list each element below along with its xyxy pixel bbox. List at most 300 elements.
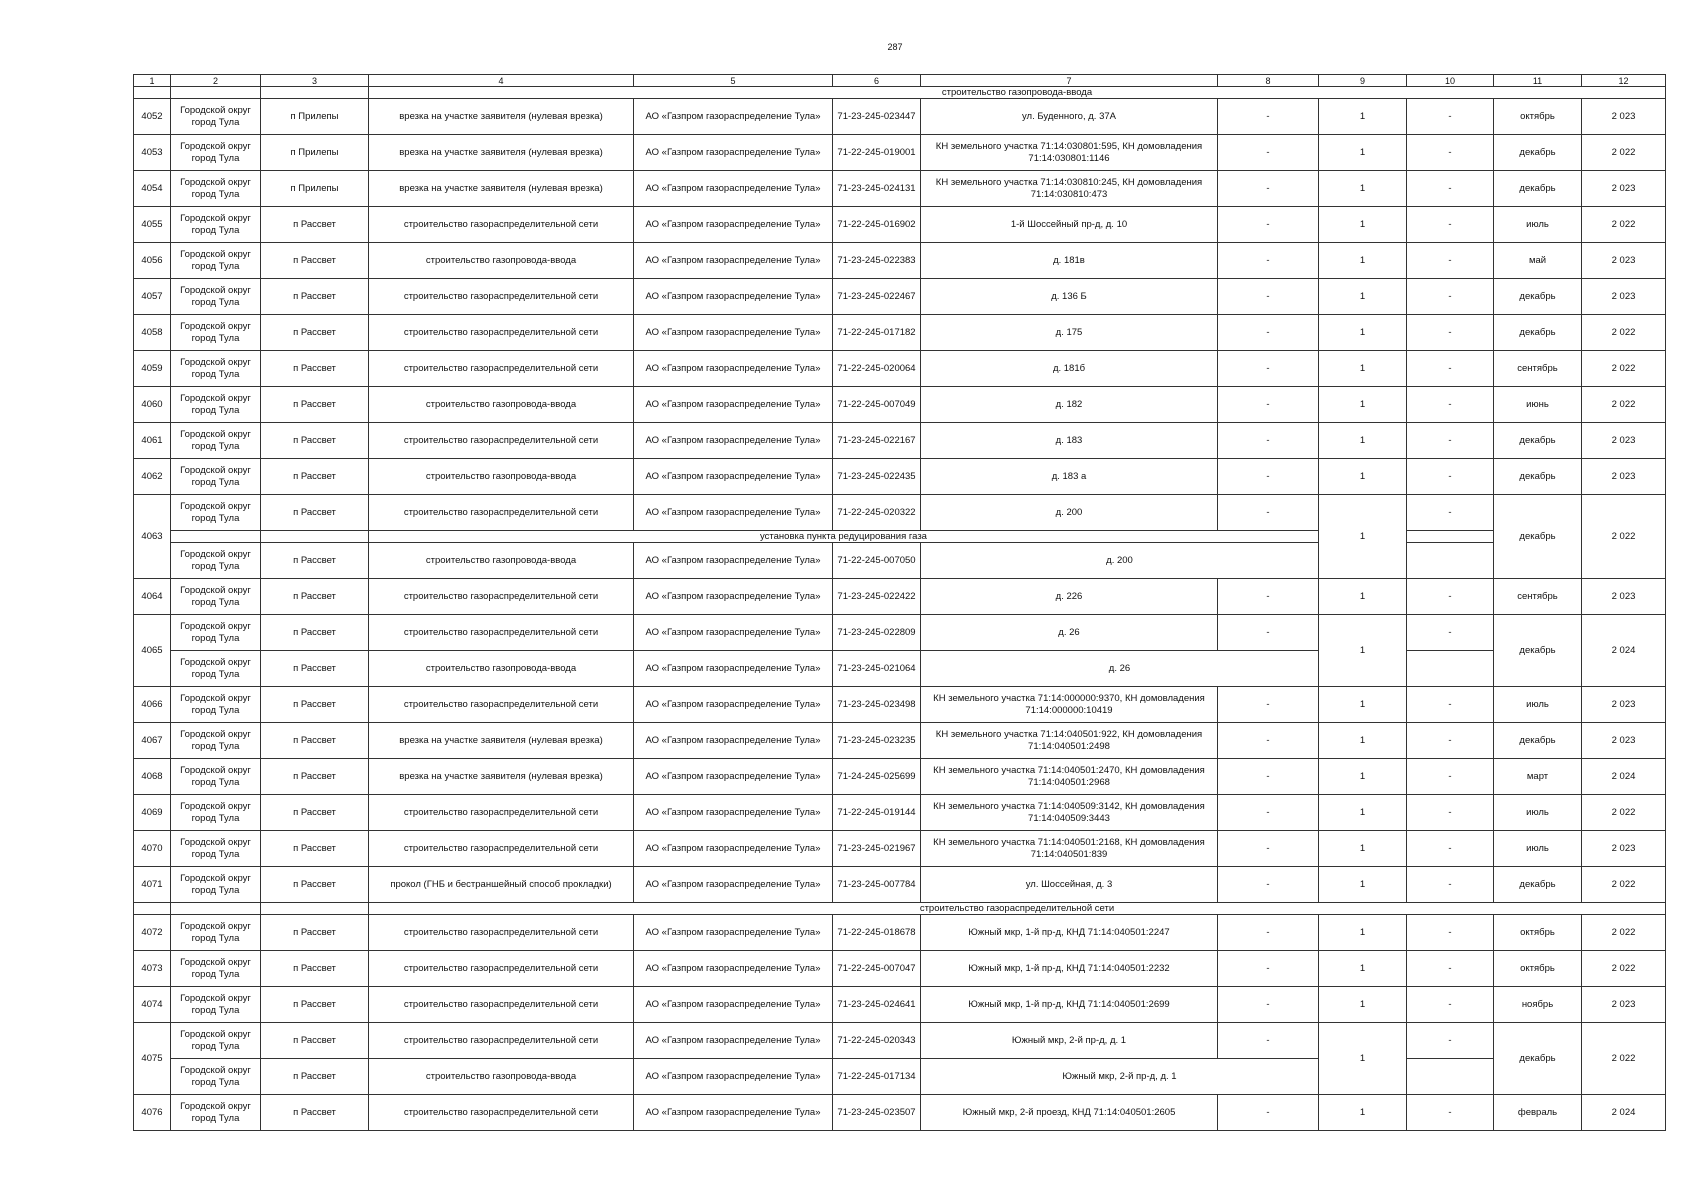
section-title: строительство газопровода-ввода <box>369 87 1666 99</box>
work-type-cell: строительство газораспределительной сети <box>369 831 634 867</box>
locality-cell: п Рассвет <box>261 1095 369 1131</box>
column-10-cell: - <box>1407 207 1494 243</box>
address-cell: д. 183 а <box>921 459 1218 495</box>
organization-cell: АО «Газпром газораспределение Тула» <box>634 1023 833 1059</box>
organization-cell: АО «Газпром газораспределение Тула» <box>634 543 833 579</box>
district-cell: Городской округ город Тула <box>171 99 261 135</box>
work-type-cell: строительство газопровода-ввода <box>369 387 634 423</box>
register-body <box>134 75 1666 1131</box>
locality-cell: п Рассвет <box>261 1059 369 1095</box>
district-cell: Городской округ город Тула <box>171 387 261 423</box>
row-number: 4063 <box>134 495 171 579</box>
application-number-cell: 71-23-245-023235 <box>833 723 921 759</box>
year-cell: 2 022 <box>1582 207 1666 243</box>
table-row <box>134 987 1666 1023</box>
row-number: 4070 <box>134 831 171 867</box>
row-number: 4073 <box>134 951 171 987</box>
table-row <box>134 387 1666 423</box>
application-number-cell: 71-23-245-024641 <box>833 987 921 1023</box>
column-9-cell: 1 <box>1319 495 1407 579</box>
locality-cell: п Рассвет <box>261 459 369 495</box>
column-9-cell: 1 <box>1319 723 1407 759</box>
application-number-cell: 71-23-245-021064 <box>833 651 921 687</box>
year-cell: 2 022 <box>1582 135 1666 171</box>
header-cell: 6 <box>833 75 921 87</box>
application-number-cell: 71-23-245-023498 <box>833 687 921 723</box>
organization-cell: АО «Газпром газораспределение Тула» <box>634 915 833 951</box>
header-cell: 11 <box>1494 75 1582 87</box>
table-row <box>134 915 1666 951</box>
column-10-cell: - <box>1407 387 1494 423</box>
work-type-cell: строительство газопровода-ввода <box>369 543 634 579</box>
organization-cell: АО «Газпром газораспределение Тула» <box>634 759 833 795</box>
locality-cell: п Рассвет <box>261 951 369 987</box>
column-9-cell: 1 <box>1319 915 1407 951</box>
organization-cell: АО «Газпром газораспределение Тула» <box>634 867 833 903</box>
table-row <box>134 99 1666 135</box>
address-cell: д. 181в <box>921 243 1218 279</box>
work-type-cell: строительство газораспределительной сети <box>369 795 634 831</box>
row-number: 4075 <box>134 1023 171 1095</box>
column-8-cell: - <box>1218 99 1319 135</box>
work-type-cell: строительство газораспределительной сети <box>369 423 634 459</box>
column-10-cell: - <box>1407 351 1494 387</box>
application-number-cell: 71-23-245-022422 <box>833 579 921 615</box>
column-10-cell: - <box>1407 495 1494 531</box>
locality-cell: п Рассвет <box>261 795 369 831</box>
header-cell: 4 <box>369 75 634 87</box>
table-row <box>134 207 1666 243</box>
column-9-cell: 1 <box>1319 759 1407 795</box>
column-10-cell: - <box>1407 987 1494 1023</box>
year-cell: 2 023 <box>1582 687 1666 723</box>
row-number: 4059 <box>134 351 171 387</box>
column-9-cell: 1 <box>1319 351 1407 387</box>
row-number: 4074 <box>134 987 171 1023</box>
column-number-header <box>134 75 1666 87</box>
address-cell: КН земельного участка 71:14:040501:2168, КН домовладения 71:14:040501:839 <box>921 831 1218 867</box>
address-cell: д. 200 <box>921 495 1218 531</box>
organization-cell: АО «Газпром газораспределение Тула» <box>634 579 833 615</box>
column-8-cell: - <box>1218 459 1319 495</box>
year-cell: 2 023 <box>1582 279 1666 315</box>
locality-cell: п Рассвет <box>261 495 369 531</box>
empty-cell <box>134 87 171 99</box>
register-table <box>133 74 1666 1131</box>
column-9-cell: 1 <box>1319 615 1407 687</box>
year-cell: 2 023 <box>1582 987 1666 1023</box>
address-cell: Южный мкр, 2-й пр-д, д. 1 <box>921 1023 1218 1059</box>
locality-cell: п Рассвет <box>261 831 369 867</box>
table-row <box>134 759 1666 795</box>
locality-cell: п Рассвет <box>261 423 369 459</box>
year-cell: 2 024 <box>1582 759 1666 795</box>
table-row <box>134 651 1666 687</box>
address-cell: Южный мкр, 1-й пр-д, КНД 71:14:040501:2699 <box>921 987 1218 1023</box>
address-cell: д. 182 <box>921 387 1218 423</box>
application-number-cell: 71-22-245-019144 <box>833 795 921 831</box>
address-cell: Южный мкр, 1-й пр-д, КНД 71:14:040501:2247 <box>921 915 1218 951</box>
month-cell: июль <box>1494 207 1582 243</box>
month-cell: март <box>1494 759 1582 795</box>
header-cell: 12 <box>1582 75 1666 87</box>
year-cell: 2 023 <box>1582 459 1666 495</box>
locality-cell: п Рассвет <box>261 987 369 1023</box>
column-9-cell: 1 <box>1319 987 1407 1023</box>
empty-cell <box>261 87 369 99</box>
column-8-cell: - <box>1218 687 1319 723</box>
column-8-cell: - <box>1218 1095 1319 1131</box>
month-cell: июль <box>1494 831 1582 867</box>
address-cell: д. 175 <box>921 315 1218 351</box>
address-cell: д. 136 Б <box>921 279 1218 315</box>
locality-cell: п Рассвет <box>261 387 369 423</box>
column-10-cell: - <box>1407 1023 1494 1059</box>
month-cell: октябрь <box>1494 951 1582 987</box>
address-cell: д. 26 <box>921 651 1319 687</box>
month-cell: октябрь <box>1494 99 1582 135</box>
application-number-cell: 71-24-245-025699 <box>833 759 921 795</box>
header-cell: 1 <box>134 75 171 87</box>
month-cell: декабрь <box>1494 171 1582 207</box>
month-cell: декабрь <box>1494 315 1582 351</box>
work-type-cell: строительство газораспределительной сети <box>369 315 634 351</box>
header-cell: 7 <box>921 75 1218 87</box>
row-number: 4062 <box>134 459 171 495</box>
row-number: 4072 <box>134 915 171 951</box>
district-cell: Городской округ город Тула <box>171 915 261 951</box>
address-cell: КН земельного участка 71:14:040501:922, КН домовладения 71:14:040501:2498 <box>921 723 1218 759</box>
locality-cell: п Рассвет <box>261 543 369 579</box>
table-row <box>134 315 1666 351</box>
address-cell: 1-й Шоссейный пр-д, д. 10 <box>921 207 1218 243</box>
column-10-cell: - <box>1407 279 1494 315</box>
section-row <box>134 531 1666 543</box>
column-10-cell: - <box>1407 1095 1494 1131</box>
application-number-cell: 71-23-245-007784 <box>833 867 921 903</box>
table-row <box>134 171 1666 207</box>
row-number: 4055 <box>134 207 171 243</box>
empty-cell <box>261 903 369 915</box>
district-cell: Городской округ город Тула <box>171 279 261 315</box>
locality-cell: п Прилепы <box>261 171 369 207</box>
row-number: 4052 <box>134 99 171 135</box>
empty-cell <box>1407 651 1494 687</box>
table-row <box>134 423 1666 459</box>
organization-cell: АО «Газпром газораспределение Тула» <box>634 615 833 651</box>
table-row <box>134 243 1666 279</box>
application-number-cell: 71-22-245-020343 <box>833 1023 921 1059</box>
work-type-cell: строительство газораспределительной сети <box>369 279 634 315</box>
month-cell: декабрь <box>1494 279 1582 315</box>
locality-cell: п Рассвет <box>261 915 369 951</box>
column-10-cell: - <box>1407 459 1494 495</box>
district-cell: Городской округ город Тула <box>171 831 261 867</box>
organization-cell: АО «Газпром газораспределение Тула» <box>634 831 833 867</box>
locality-cell: п Прилепы <box>261 135 369 171</box>
organization-cell: АО «Газпром газораспределение Тула» <box>634 951 833 987</box>
application-number-cell: 71-23-245-022809 <box>833 615 921 651</box>
page-number: 287 <box>887 42 903 52</box>
district-cell: Городской округ город Тула <box>171 759 261 795</box>
table-row <box>134 279 1666 315</box>
row-number: 4060 <box>134 387 171 423</box>
district-cell: Городской округ город Тула <box>171 867 261 903</box>
organization-cell: АО «Газпром газораспределение Тула» <box>634 387 833 423</box>
organization-cell: АО «Газпром газораспределение Тула» <box>634 207 833 243</box>
column-9-cell: 1 <box>1319 135 1407 171</box>
row-number: 4068 <box>134 759 171 795</box>
locality-cell: п Рассвет <box>261 651 369 687</box>
column-10-cell: - <box>1407 579 1494 615</box>
district-cell: Городской округ город Тула <box>171 423 261 459</box>
month-cell: июль <box>1494 687 1582 723</box>
column-8-cell: - <box>1218 207 1319 243</box>
table-row <box>134 495 1666 531</box>
column-8-cell: - <box>1218 387 1319 423</box>
column-10-cell: - <box>1407 867 1494 903</box>
address-cell: КН земельного участка 71:14:040501:2470, КН домовладения 71:14:040501:2968 <box>921 759 1218 795</box>
work-type-cell: строительство газораспределительной сети <box>369 615 634 651</box>
header-cell: 2 <box>171 75 261 87</box>
year-cell: 2 022 <box>1582 315 1666 351</box>
column-8-cell: - <box>1218 351 1319 387</box>
year-cell: 2 023 <box>1582 579 1666 615</box>
locality-cell: п Рассвет <box>261 615 369 651</box>
column-10-cell: - <box>1407 831 1494 867</box>
column-9-cell: 1 <box>1319 243 1407 279</box>
row-number: 4061 <box>134 423 171 459</box>
district-cell: Городской округ город Тула <box>171 1095 261 1131</box>
column-9-cell: 1 <box>1319 315 1407 351</box>
organization-cell: АО «Газпром газораспределение Тула» <box>634 315 833 351</box>
column-8-cell: - <box>1218 915 1319 951</box>
column-9-cell: 1 <box>1319 459 1407 495</box>
locality-cell: п Рассвет <box>261 207 369 243</box>
empty-cell <box>1407 531 1494 543</box>
column-8-cell: - <box>1218 723 1319 759</box>
table-row <box>134 687 1666 723</box>
row-number: 4057 <box>134 279 171 315</box>
table-row <box>134 351 1666 387</box>
application-number-cell: 71-23-245-022383 <box>833 243 921 279</box>
month-cell: декабрь <box>1494 135 1582 171</box>
year-cell: 2 022 <box>1582 915 1666 951</box>
year-cell: 2 023 <box>1582 831 1666 867</box>
application-number-cell: 71-23-245-021967 <box>833 831 921 867</box>
column-8-cell: - <box>1218 171 1319 207</box>
work-type-cell: врезка на участке заявителя (нулевая врезка) <box>369 135 634 171</box>
empty-cell <box>261 531 369 543</box>
organization-cell: АО «Газпром газораспределение Тула» <box>634 459 833 495</box>
organization-cell: АО «Газпром газораспределение Тула» <box>634 1095 833 1131</box>
column-10-cell: - <box>1407 951 1494 987</box>
address-cell: д. 183 <box>921 423 1218 459</box>
district-cell: Городской округ город Тула <box>171 951 261 987</box>
month-cell: декабрь <box>1494 1023 1582 1095</box>
table-row <box>134 459 1666 495</box>
application-number-cell: 71-22-245-019001 <box>833 135 921 171</box>
year-cell: 2 023 <box>1582 423 1666 459</box>
empty-cell <box>1407 543 1494 579</box>
table-row <box>134 867 1666 903</box>
work-type-cell: строительство газораспределительной сети <box>369 1023 634 1059</box>
column-9-cell: 1 <box>1319 99 1407 135</box>
month-cell: октябрь <box>1494 915 1582 951</box>
table-row <box>134 543 1666 579</box>
district-cell: Городской округ город Тула <box>171 459 261 495</box>
organization-cell: АО «Газпром газораспределение Тула» <box>634 687 833 723</box>
work-type-cell: строительство газораспределительной сети <box>369 207 634 243</box>
year-cell: 2 022 <box>1582 795 1666 831</box>
address-cell: КН земельного участка 71:14:030801:595, КН домовладения 71:14:030801:1146 <box>921 135 1218 171</box>
table-row <box>134 831 1666 867</box>
address-cell: КН земельного участка 71:14:040509:3142, КН домовладения 71:14:040509:3443 <box>921 795 1218 831</box>
column-9-cell: 1 <box>1319 1023 1407 1095</box>
column-10-cell: - <box>1407 315 1494 351</box>
address-cell: д. 226 <box>921 579 1218 615</box>
row-number: 4058 <box>134 315 171 351</box>
column-8-cell: - <box>1218 315 1319 351</box>
column-8-cell: - <box>1218 831 1319 867</box>
column-10-cell: - <box>1407 615 1494 651</box>
column-8-cell: - <box>1218 951 1319 987</box>
district-cell: Городской округ город Тула <box>171 723 261 759</box>
locality-cell: п Рассвет <box>261 579 369 615</box>
work-type-cell: строительство газораспределительной сети <box>369 1095 634 1131</box>
locality-cell: п Рассвет <box>261 279 369 315</box>
month-cell: декабрь <box>1494 867 1582 903</box>
year-cell: 2 023 <box>1582 99 1666 135</box>
month-cell: ноябрь <box>1494 987 1582 1023</box>
year-cell: 2 022 <box>1582 951 1666 987</box>
application-number-cell: 71-22-245-017134 <box>833 1059 921 1095</box>
header-cell: 8 <box>1218 75 1319 87</box>
district-cell: Городской округ город Тула <box>171 579 261 615</box>
row-number: 4071 <box>134 867 171 903</box>
table-row <box>134 795 1666 831</box>
section-row <box>134 87 1666 99</box>
row-number: 4054 <box>134 171 171 207</box>
header-cell: 3 <box>261 75 369 87</box>
organization-cell: АО «Газпром газораспределение Тула» <box>634 423 833 459</box>
district-cell: Городской округ город Тула <box>171 351 261 387</box>
work-type-cell: строительство газораспределительной сети <box>369 579 634 615</box>
address-cell: ул. Шоссейная, д. 3 <box>921 867 1218 903</box>
month-cell: декабрь <box>1494 723 1582 759</box>
district-cell: Городской округ город Тула <box>171 795 261 831</box>
month-cell: май <box>1494 243 1582 279</box>
district-cell: Городской округ город Тула <box>171 135 261 171</box>
column-9-cell: 1 <box>1319 423 1407 459</box>
row-number: 4076 <box>134 1095 171 1131</box>
organization-cell: АО «Газпром газораспределение Тула» <box>634 171 833 207</box>
application-number-cell: 71-22-245-018678 <box>833 915 921 951</box>
organization-cell: АО «Газпром газораспределение Тула» <box>634 351 833 387</box>
table-row <box>134 135 1666 171</box>
year-cell: 2 023 <box>1582 243 1666 279</box>
address-cell: КН земельного участка 71:14:030810:245, КН домовладения 71:14:030810:473 <box>921 171 1218 207</box>
column-8-cell: - <box>1218 867 1319 903</box>
table-row <box>134 579 1666 615</box>
column-8-cell: - <box>1218 615 1319 651</box>
locality-cell: п Прилепы <box>261 99 369 135</box>
district-cell: Городской округ город Тула <box>171 651 261 687</box>
application-number-cell: 71-23-245-022467 <box>833 279 921 315</box>
header-cell: 5 <box>634 75 833 87</box>
column-9-cell: 1 <box>1319 279 1407 315</box>
column-10-cell: - <box>1407 759 1494 795</box>
application-number-cell: 71-22-245-007047 <box>833 951 921 987</box>
column-10-cell: - <box>1407 915 1494 951</box>
locality-cell: п Рассвет <box>261 351 369 387</box>
district-cell: Городской округ город Тула <box>171 1023 261 1059</box>
application-number-cell: 71-23-245-023507 <box>833 1095 921 1131</box>
application-number-cell: 71-22-245-020322 <box>833 495 921 531</box>
column-9-cell: 1 <box>1319 951 1407 987</box>
locality-cell: п Рассвет <box>261 687 369 723</box>
row-number: 4066 <box>134 687 171 723</box>
empty-cell <box>171 903 261 915</box>
month-cell: декабрь <box>1494 495 1582 579</box>
address-cell: Южный мкр, 2-й пр-д, д. 1 <box>921 1059 1319 1095</box>
application-number-cell: 71-22-245-020064 <box>833 351 921 387</box>
column-9-cell: 1 <box>1319 171 1407 207</box>
locality-cell: п Рассвет <box>261 1023 369 1059</box>
month-cell: сентябрь <box>1494 351 1582 387</box>
section-row <box>134 903 1666 915</box>
month-cell: декабрь <box>1494 615 1582 687</box>
table-row <box>134 1095 1666 1131</box>
organization-cell: АО «Газпром газораспределение Тула» <box>634 723 833 759</box>
organization-cell: АО «Газпром газораспределение Тула» <box>634 99 833 135</box>
table-row <box>134 1059 1666 1095</box>
district-cell: Городской округ город Тула <box>171 987 261 1023</box>
work-type-cell: строительство газопровода-ввода <box>369 243 634 279</box>
application-number-cell: 71-22-245-017182 <box>833 315 921 351</box>
header-cell: 10 <box>1407 75 1494 87</box>
month-cell: июнь <box>1494 387 1582 423</box>
column-10-cell: - <box>1407 135 1494 171</box>
empty-cell <box>171 531 261 543</box>
work-type-cell: строительство газораспределительной сети <box>369 951 634 987</box>
address-cell: д. 26 <box>921 615 1218 651</box>
column-8-cell: - <box>1218 243 1319 279</box>
month-cell: декабрь <box>1494 423 1582 459</box>
column-8-cell: - <box>1218 135 1319 171</box>
year-cell: 2 024 <box>1582 615 1666 687</box>
column-8-cell: - <box>1218 579 1319 615</box>
month-cell: сентябрь <box>1494 579 1582 615</box>
application-number-cell: 71-22-245-016902 <box>833 207 921 243</box>
year-cell: 2 022 <box>1582 867 1666 903</box>
year-cell: 2 023 <box>1582 723 1666 759</box>
organization-cell: АО «Газпром газораспределение Тула» <box>634 135 833 171</box>
year-cell: 2 022 <box>1582 495 1666 579</box>
column-8-cell: - <box>1218 1023 1319 1059</box>
work-type-cell: строительство газопровода-ввода <box>369 651 634 687</box>
application-number-cell: 71-23-245-022167 <box>833 423 921 459</box>
column-8-cell: - <box>1218 423 1319 459</box>
locality-cell: п Рассвет <box>261 759 369 795</box>
empty-cell <box>171 87 261 99</box>
application-number-cell: 71-23-245-024131 <box>833 171 921 207</box>
district-cell: Городской округ город Тула <box>171 615 261 651</box>
address-cell: КН земельного участка 71:14:000000:9370, КН домовладения 71:14:000000:10419 <box>921 687 1218 723</box>
column-9-cell: 1 <box>1319 579 1407 615</box>
work-type-cell: строительство газораспределительной сети <box>369 495 634 531</box>
locality-cell: п Рассвет <box>261 243 369 279</box>
